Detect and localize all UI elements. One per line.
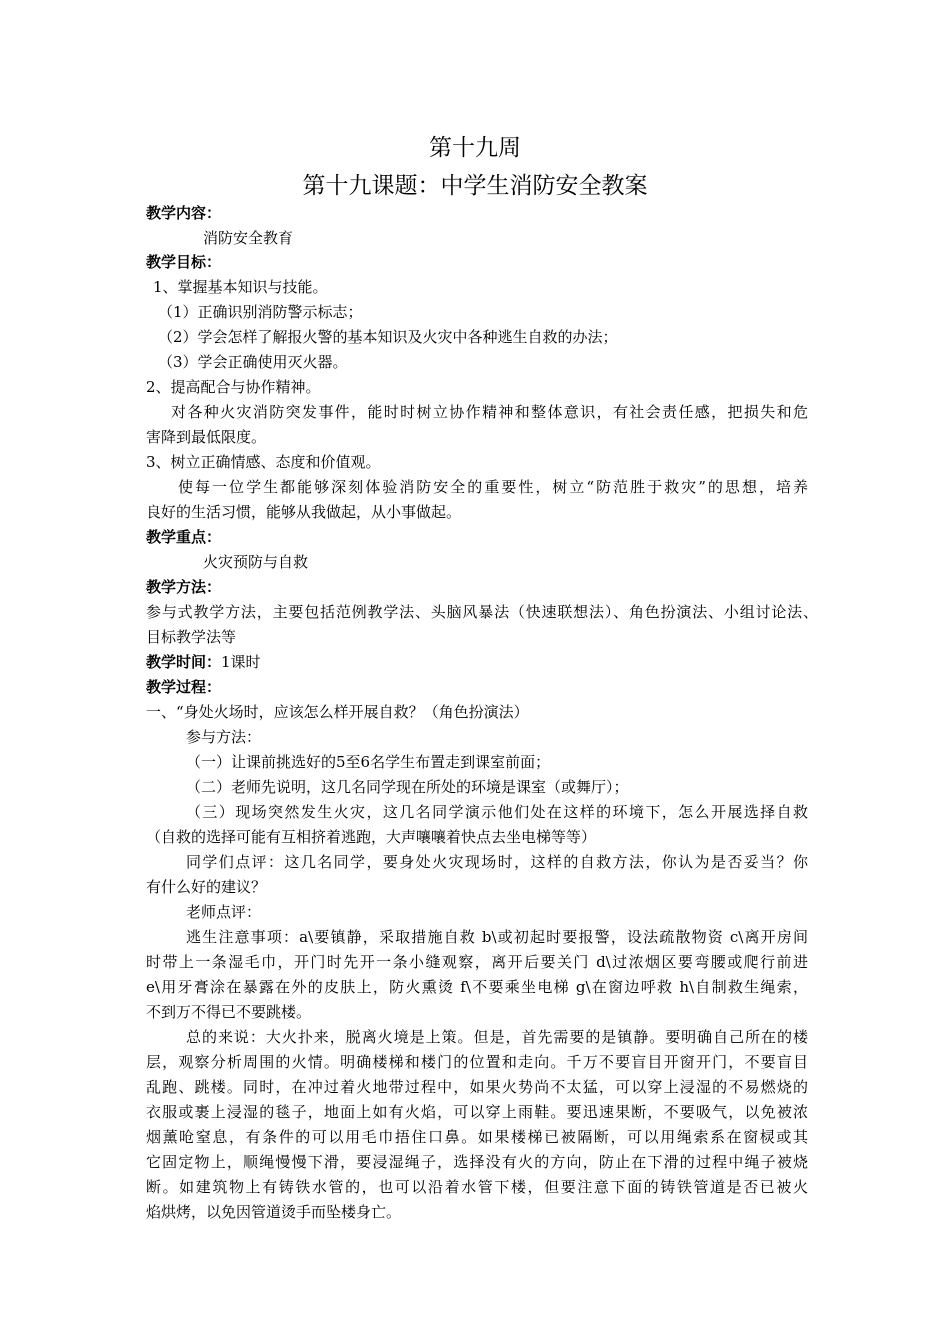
teaching-time-value: 1课时 (221, 653, 261, 671)
goal-3-paragraph-line-1: 使每一位学生都能够深刻体验消防安全的重要性，树立“防范胜于救灾”的思想，培养 (178, 478, 808, 496)
teaching-time (146, 650, 261, 674)
escape-notes-line-2: 时带上一条湿毛巾，开门时先开一条小缝观察，离开后要关门 d\过浓烟区要弯腰或爬行前进 (146, 953, 808, 971)
summary-line-4: 衣服或裹上浸湿的毯子，地面上如有火焰，可以穿上雨鞋。要迅速果断，不要吸气，以免被浓 (146, 1103, 808, 1121)
goal-1-item-1: （1）正确识别消防警示标志； (158, 303, 363, 321)
student-comment-line-1: 同学们点评：这几名同学，要身处火灾现场时，这样的自救方法，你认为是否妥当？你 (186, 853, 808, 871)
escape-notes-line-1: 逃生注意事项：a\要镇静，采取措施自救 b\或初起时要报警，设法疏散物资 c\离开房间 (186, 928, 808, 946)
heading-teaching-method: 教学方法： (146, 578, 222, 596)
teaching-content: 消防安全教育 (203, 229, 294, 247)
student-comment-line-2: 有什么好的建议？ (146, 878, 267, 896)
escape-notes-line-4: 不到万不得已不要跳楼。 (146, 1003, 312, 1021)
summary-line-8: 焰烘烤，以免因管道烫手而坠楼身亡。 (146, 1203, 402, 1221)
week-title: 第十九周 (429, 135, 521, 161)
summary-line-7: 断。如建筑物上有铸铁水管的，也可以沿着水管下楼，但要注意下面的铸铁管道是否已被火 (146, 1178, 808, 1196)
heading-teaching-content: 教学内容： (146, 204, 222, 222)
key-point: 火灾预防与自救 (203, 553, 309, 571)
teaching-method-line-1: 参与式教学方法，主要包括范例教学法、头脑风暴法（快速联想法）、角色扮演法、小组讨论法、 (146, 603, 818, 621)
step-2: （二）老师先说明，这几名同学现在所处的环境是课室（或舞厅）； (186, 778, 629, 796)
goal-1-item-3: （3）学会正确使用灭火器。 (158, 353, 348, 371)
goal-2-paragraph-line-2: 害降到最低限度。 (146, 428, 267, 446)
summary-line-6: 它固定物上，顺绳慢慢下滑，要浸湿绳子，选择没有火的方向，防止在下滑的过程中绳子被烧 (146, 1153, 808, 1171)
heading-key-point: 教学重点： (146, 528, 222, 546)
step-3-line-1: （三）现场突然发生火灾，这几名同学演示他们处在这样的环境下，怎么开展选择自救 (186, 803, 808, 821)
step-3-line-2: （自救的选择可能有互相挤着逃跑，大声嚷嚷着快点去坐电梯等等） (146, 828, 597, 846)
goal-1: 1、掌握基本知识与技能。 (153, 278, 328, 296)
heading-teaching-time: 教学时间： (146, 653, 222, 671)
summary-line-5: 烟薰呛窒息，有条件的可以用毛巾捂住口鼻。如果楼梯已被隔断，可以用绳索系在窗棂或其 (146, 1128, 808, 1146)
goal-3-paragraph-line-2: 良好的生活习惯，能够从我做起，从小事做起。 (146, 503, 462, 521)
process-part-1: 一、“身处火场时，应该怎么样开展自救？（角色扮演法） (146, 703, 529, 721)
heading-teaching-process: 教学过程： (146, 678, 222, 696)
heading-teaching-goals: 教学目标： (146, 253, 222, 271)
step-1: （一）让课前挑选好的5至6名学生布置走到课室前面； (186, 753, 551, 771)
summary-line-1: 总的来说：大火扑来，脱离火境是上策。但是，首先需要的是镇静。要明确自己所在的楼 (186, 1028, 808, 1046)
goal-3: 3、树立正确情感、态度和价值观。 (146, 453, 381, 471)
escape-notes-line-3: e\用牙膏涂在暴露在外的皮肤上，防火熏烫 f\不要乘坐电梯 g\在窗边呼救 h\自制救生绳索， (146, 978, 808, 996)
teaching-method-line-2: 目标教学法等 (146, 628, 237, 646)
lesson-title: 第十九课题：中学生消防安全教案 (302, 173, 648, 199)
summary-line-2: 层，观察分析周围的火情。明确楼梯和楼门的位置和走向。千万不要盲目开窗开门，不要盲目 (146, 1053, 808, 1071)
participation-method: 参与方法： (186, 728, 262, 746)
goal-2: 2、提高配合与协作精神。 (146, 378, 321, 396)
summary-line-3: 乱跑、跳楼。同时，在冲过着火地带过程中，如果火势尚不太猛，可以穿上浸湿的不易燃烧的 (146, 1078, 808, 1096)
teacher-comment: 老师点评： (186, 903, 262, 921)
goal-1-item-2: （2）学会怎样了解报火警的基本知识及火灾中各种逃生自救的办法； (158, 328, 618, 346)
goal-2-paragraph-line-1: 对各种火灾消防突发事件，能时时树立协作精神和整体意识，有社会责任感，把损失和危 (171, 403, 808, 421)
